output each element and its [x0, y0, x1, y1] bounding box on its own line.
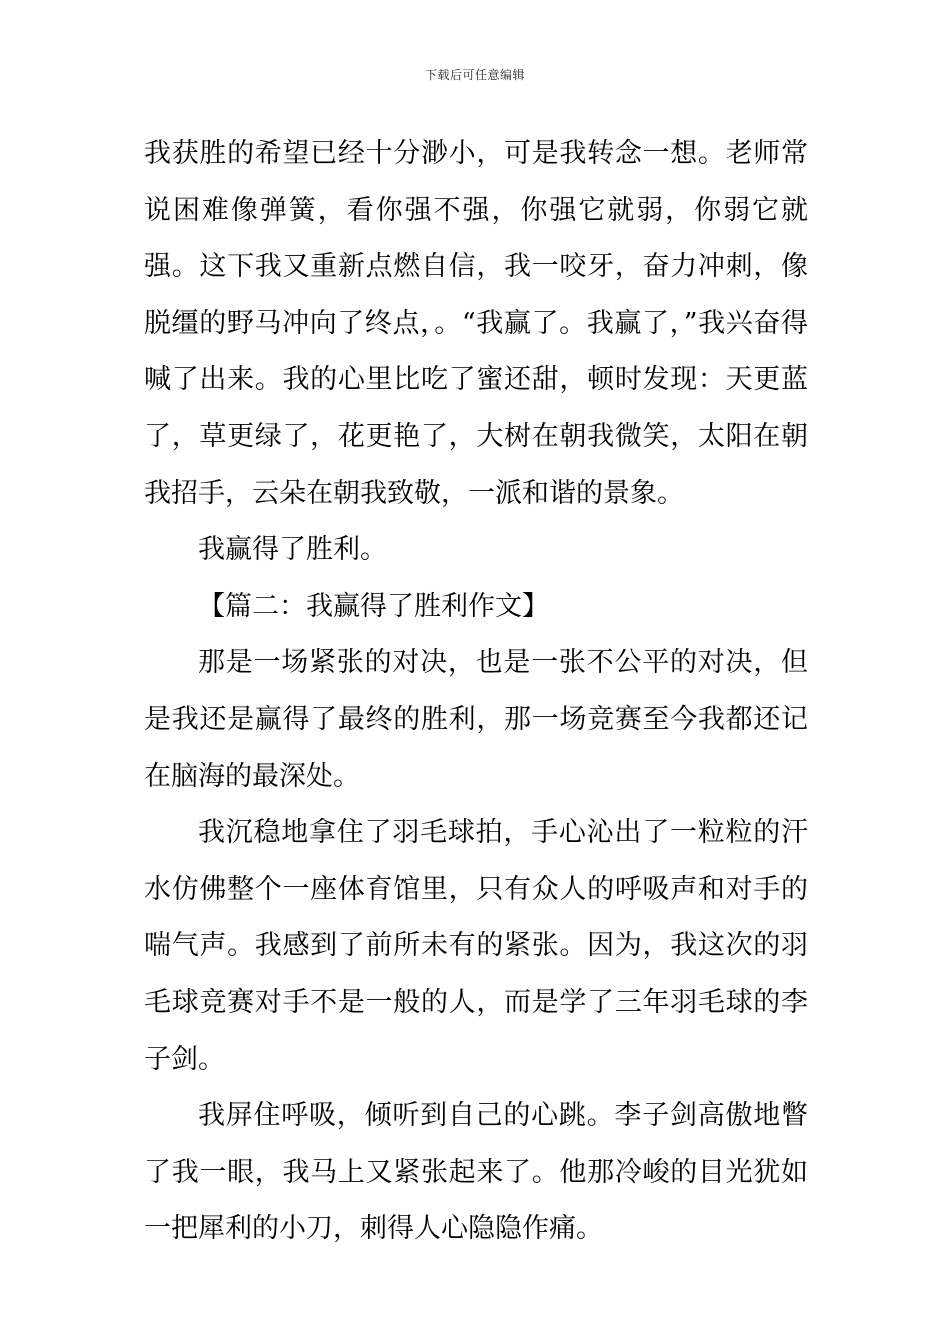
page-header: 下载后可任意编辑 — [424, 68, 525, 82]
paragraph-heartbeat: 我屏住呼吸，倾听到自己的心跳。李子剑高傲地瞥了我一眼，我马上又紧张起来了。他那冷峻的目光犹如一把犀利的小刀，刺得人心隐隐作痛。 — [144, 1100, 808, 1245]
paragraph-victory-line: 我赢得了胜利。 — [198, 534, 387, 566]
paragraph-racket: 我沉稳地拿住了羽毛球拍，手心沁出了一粒粒的汗水仿佛整个一座体育馆里，只有众人的呼吸声和对手的喘气声。我感到了前所未有的紧张。因为，我这次的羽毛球竞赛对手不是一般的人，而是学了三年羽毛球的李子剑。 — [144, 817, 808, 1075]
paragraph-intro: 那是一场紧张的对决，也是一张不公平的对决，但是我还是赢得了最终的胜利，那一场竞赛至今我都还记在脑海的最深处。 — [144, 647, 808, 792]
paragraph-continuation: 我获胜的希望已经十分渺小，可是我转念一想。老师常说困难像弹簧，看你强不强，你强它就弱，你弱它就强。这下我又重新点燃自信，我一咬牙，奋力冲刺，像脱缰的野马冲向了终点，。“我赢了。我赢了，”我兴奋得喊了出来。我的心里比吃了蜜还甜，顿时发现：天更蓝了，草更绿了，花更艳了，大树在朝我微笑，太阳在朝我招手，云朵在朝我致敬，一派和谐的景象。 — [144, 138, 808, 509]
section-heading: 【篇二：我赢得了胜利作文】 — [198, 590, 549, 622]
document-body — [144, 126, 808, 1258]
